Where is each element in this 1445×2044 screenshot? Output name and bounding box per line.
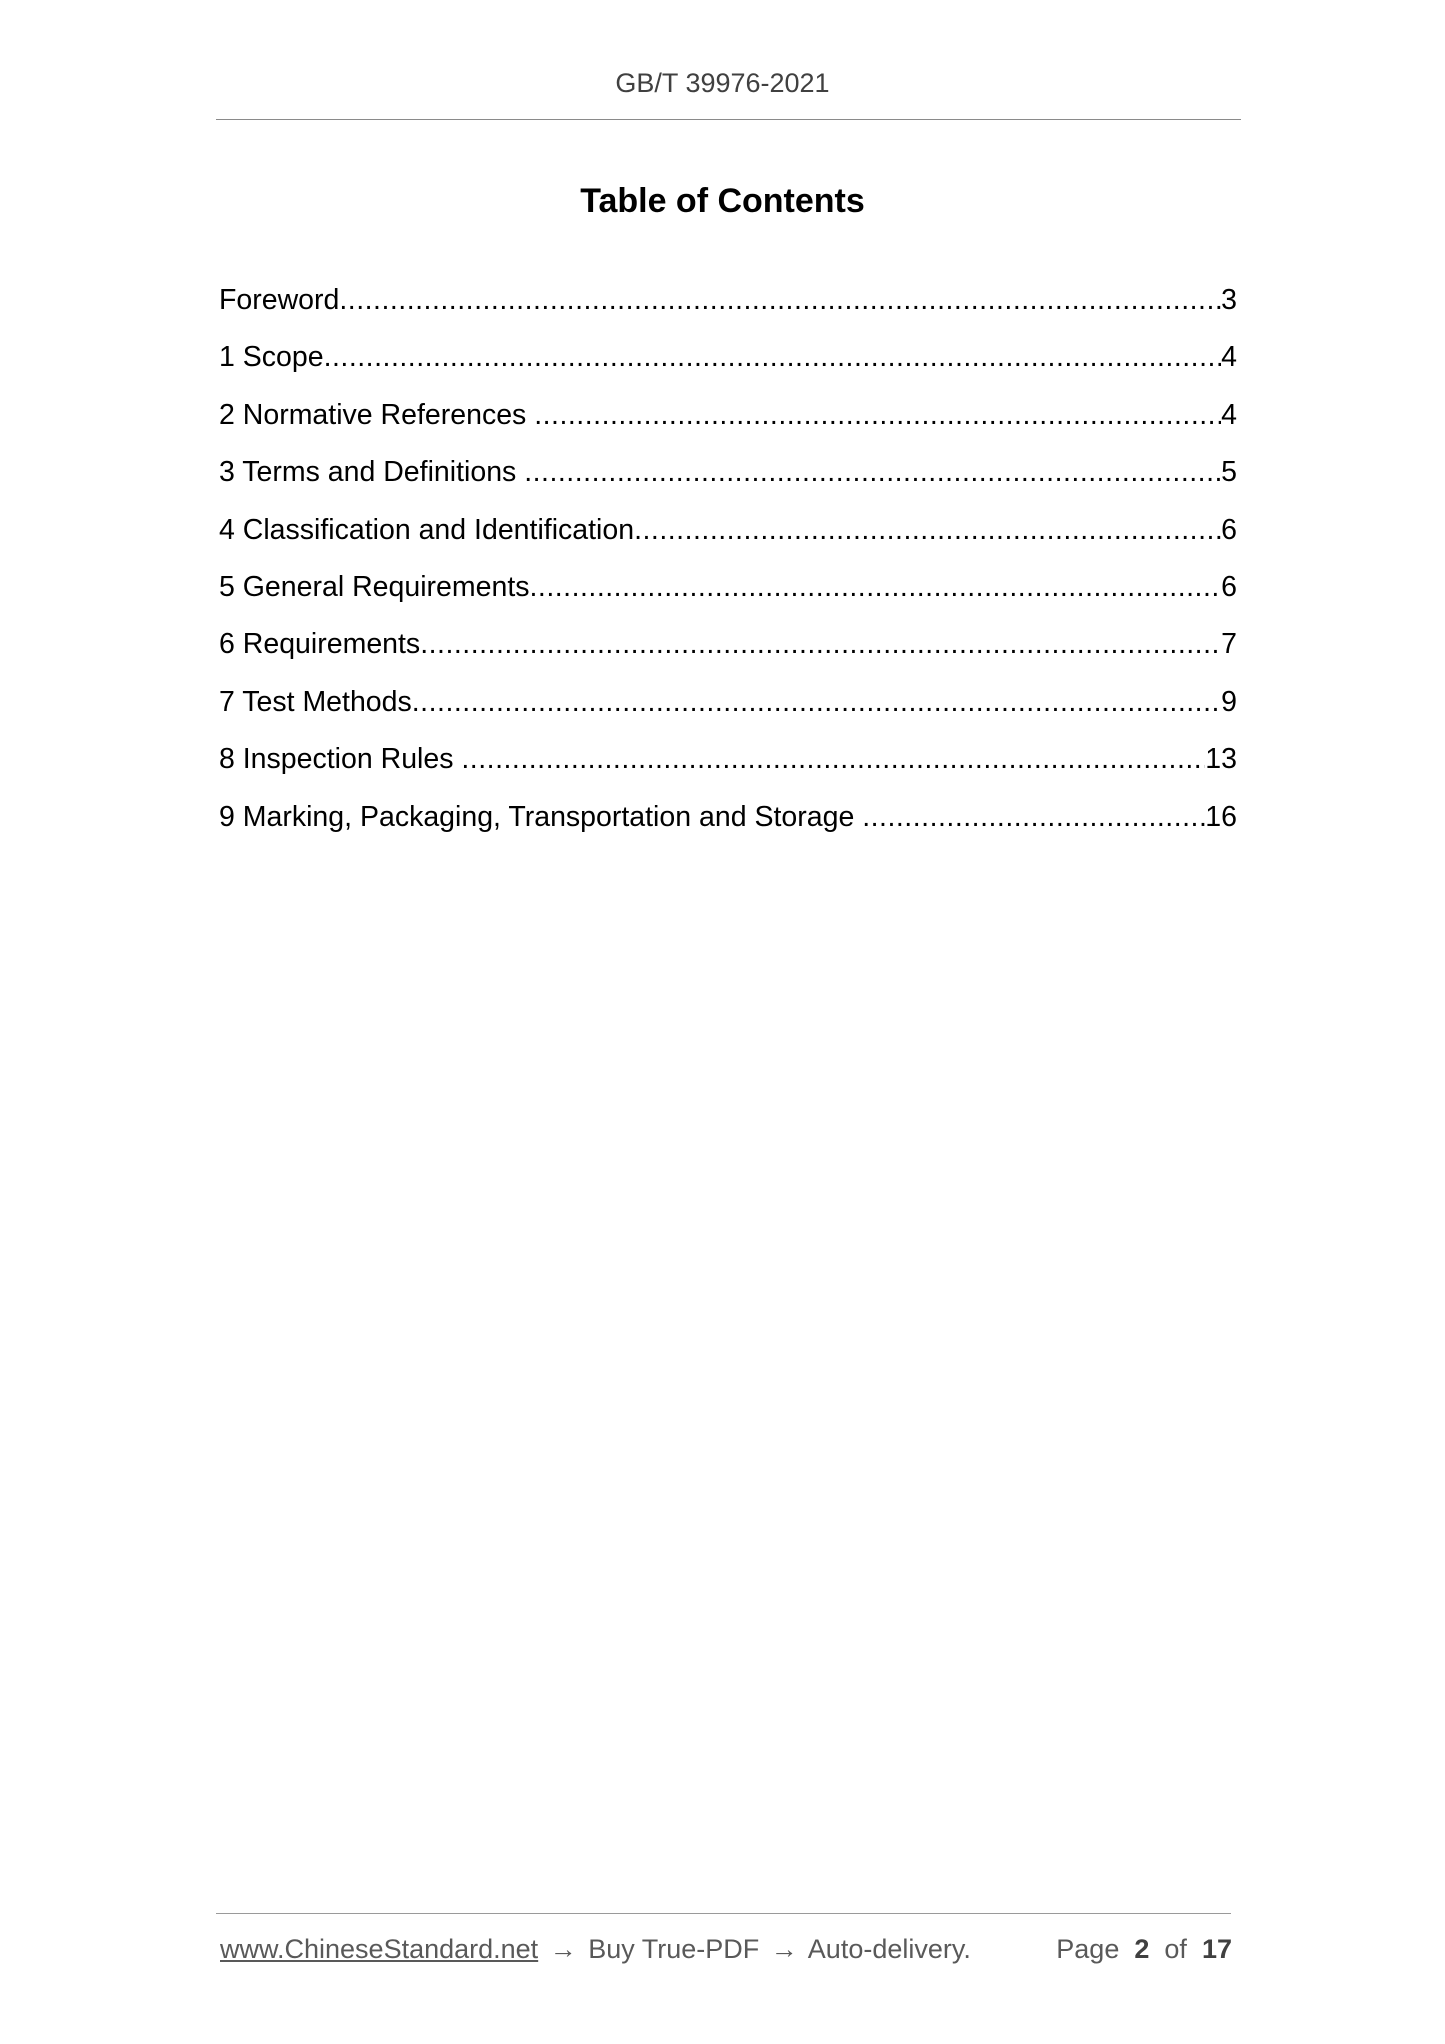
- toc-leader-dots: [324, 337, 1222, 377]
- footer-promo: [220, 1934, 971, 1965]
- toc-entry-page: 16: [1205, 800, 1237, 833]
- header-divider: [216, 119, 1241, 120]
- footer-divider: [216, 1913, 1231, 1914]
- toc-entry-label: 3 Terms and Definitions: [219, 456, 525, 489]
- toc-entry-label: 2 Normative References: [219, 398, 535, 431]
- toc-entry-inspection-rules[interactable]: [219, 739, 1237, 796]
- toc-leader-dots: [420, 624, 1221, 664]
- of-word: of: [1164, 1934, 1187, 1964]
- toc-leader-dots: [461, 739, 1205, 779]
- total-pages-number: 17: [1201, 1934, 1232, 1964]
- toc-leader-dots: [339, 280, 1221, 320]
- toc-leader-dots: [534, 395, 1221, 435]
- toc-list: [219, 280, 1237, 854]
- toc-entry-requirements[interactable]: [219, 624, 1237, 681]
- toc-entry-page: 4: [1221, 341, 1237, 374]
- current-page-number: 2: [1134, 1934, 1150, 1964]
- buy-true-pdf-text: Buy True-PDF: [588, 1934, 760, 1964]
- toc-entry-page: 13: [1205, 743, 1237, 776]
- toc-entry-page: 9: [1221, 685, 1237, 718]
- toc-entry-label: 4 Classification and Identification: [219, 513, 635, 546]
- toc-title: Table of Contents: [580, 182, 865, 220]
- toc-entry-normative-references[interactable]: [219, 395, 1237, 452]
- toc-entry-foreword[interactable]: [219, 280, 1237, 337]
- toc-entry-page: 7: [1221, 628, 1237, 661]
- toc-leader-dots: [524, 452, 1221, 492]
- toc-entry-page: 4: [1221, 398, 1237, 431]
- site-link[interactable]: www.ChineseStandard.net: [220, 1934, 539, 1964]
- toc-entry-marking-packaging-transportation-storage[interactable]: [219, 797, 1237, 854]
- toc-entry-label: 9 Marking, Packaging, Transportation and Storage: [219, 800, 863, 833]
- auto-delivery-text: Auto-delivery.: [807, 1934, 971, 1964]
- toc-leader-dots: [862, 797, 1205, 837]
- toc-entry-page: 6: [1221, 513, 1237, 546]
- toc-entry-terms-and-definitions[interactable]: [219, 452, 1237, 509]
- toc-entry-label: 1 Scope: [219, 341, 324, 374]
- arrow-right-icon: →: [549, 1934, 577, 1964]
- toc-entry-label: 5 General Requirements: [219, 570, 530, 603]
- toc-entry-general-requirements[interactable]: [219, 567, 1237, 624]
- toc-entry-page: 6: [1221, 570, 1237, 603]
- toc-entry-label: 8 Inspection Rules: [219, 743, 462, 776]
- toc-entry-test-methods[interactable]: [219, 682, 1237, 739]
- toc-leader-dots: [634, 510, 1221, 550]
- page-counter: [1056, 1934, 1232, 1965]
- toc-entry-label: 6 Requirements: [219, 628, 421, 661]
- toc-entry-page: 5: [1221, 456, 1237, 489]
- toc-entry-classification-and-identification[interactable]: [219, 510, 1237, 567]
- toc-leader-dots: [530, 567, 1222, 607]
- toc-entry-page: 3: [1221, 284, 1237, 316]
- toc-entry-scope[interactable]: [219, 337, 1237, 394]
- document-code-header: GB/T 39976-2021: [615, 68, 830, 98]
- toc-entry-label: Foreword: [219, 284, 340, 316]
- arrow-right-icon: →: [770, 1934, 798, 1964]
- toc-leader-dots: [412, 682, 1221, 722]
- page-word: Page: [1056, 1934, 1120, 1964]
- toc-entry-label: 7 Test Methods: [219, 685, 412, 718]
